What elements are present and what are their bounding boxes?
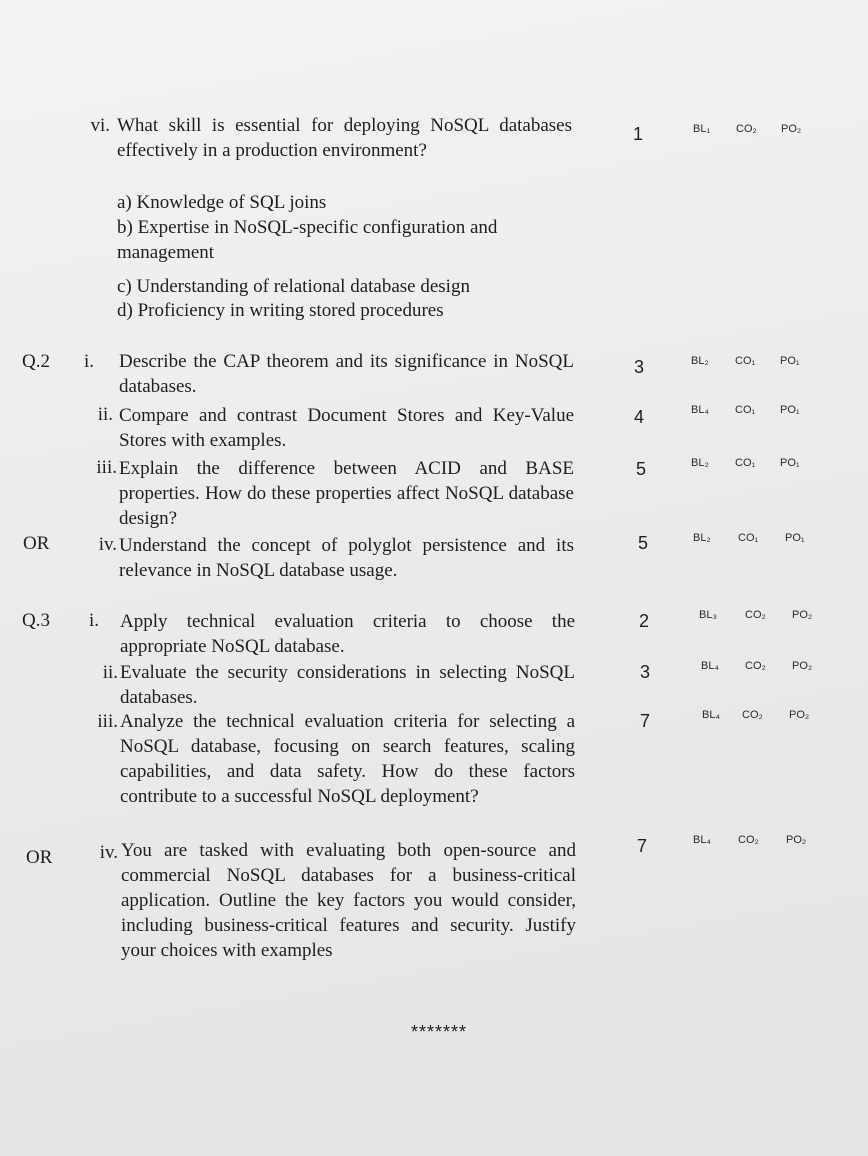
program-outcome: PO₁ [780, 457, 800, 469]
end-marker: ******* [411, 1022, 468, 1042]
marks: 5 [635, 459, 646, 479]
question-label: Q.3 [22, 610, 50, 631]
question-text: Apply technical evaluation criteria to choose the appropriate NoSQL database. [120, 611, 575, 657]
question-label: Q.2 [22, 351, 50, 372]
question-text: Understand the concept of polyglot persistence and its relevance in NoSQL database usage. [119, 535, 574, 581]
course-outcome: CO₂ [738, 834, 759, 846]
course-outcome: CO₁ [735, 457, 756, 469]
program-outcome: PO₂ [789, 709, 810, 721]
question-text: Explain the difference between ACID and BASE properties. How do these properties affect NoSQL database design? [119, 458, 574, 529]
bloom-level: BL₂ [693, 532, 711, 544]
marks: 5 [637, 533, 648, 553]
question-text: You are tasked with evaluating both open-source and commercial NoSQL databases for a business-critical application. Outline the key factors you would consider, including business-critical features and security. Justify your choices with examples [121, 840, 576, 961]
course-outcome: CO₂ [745, 660, 766, 672]
program-outcome: PO₁ [780, 355, 800, 367]
question-number: iii. [96, 457, 117, 478]
question-text: What skill is essential for deploying NoSQL databases effectively in a production environment? [117, 115, 572, 161]
course-outcome: CO₁ [735, 404, 756, 416]
question-number: iv. [99, 842, 118, 863]
bloom-level: BL₄ [691, 404, 709, 416]
bloom-level: BL₄ [702, 709, 720, 721]
marks: 4 [633, 407, 644, 427]
marks: 7 [636, 836, 647, 856]
question-text: Evaluate the security considerations in selecting NoSQL databases. [120, 662, 575, 708]
question-text: Describe the CAP theorem and its significance in NoSQL databases. [119, 351, 574, 397]
marks: 3 [639, 662, 650, 682]
bloom-level: BL₄ [701, 660, 719, 672]
program-outcome: PO₂ [792, 660, 813, 672]
marks: 3 [633, 357, 644, 377]
course-outcome: CO₂ [745, 609, 766, 621]
bloom-level: BL₃ [699, 609, 717, 621]
program-outcome: PO₁ [785, 532, 805, 544]
question-number: iv. [98, 534, 117, 555]
bloom-level: BL₄ [693, 834, 711, 846]
program-outcome: PO₂ [786, 834, 807, 846]
course-outcome: CO₁ [735, 355, 756, 367]
or-label: OR [26, 847, 53, 868]
course-outcome: CO₂ [736, 123, 757, 135]
bloom-level: BL₂ [691, 355, 709, 367]
program-outcome: PO₂ [792, 609, 813, 621]
marks: 2 [638, 611, 649, 631]
option-a: a) Knowledge of SQL joins [117, 192, 327, 213]
course-outcome: CO₂ [742, 709, 763, 721]
course-outcome: CO₁ [738, 532, 759, 544]
option-c: c) Understanding of relational database design [117, 276, 470, 297]
question-number: iii. [97, 711, 118, 732]
or-label: OR [23, 533, 50, 554]
marks: 1 [632, 124, 643, 144]
question-text: Compare and contrast Document Stores and Key-Value Stores with examples. [119, 405, 574, 451]
question-text: Analyze the technical evaluation criteria for selecting a NoSQL database, focusing on search features, scaling capabilities, and data safety. How do these factors contribute to a successful NoSQL deployment? [120, 711, 575, 807]
program-outcome: PO₂ [781, 123, 802, 135]
marks: 7 [639, 711, 650, 731]
question-number: i. [88, 610, 99, 631]
question-number: i. [83, 351, 94, 372]
option-d: d) Proficiency in writing stored procedures [117, 300, 444, 321]
program-outcome: PO₁ [780, 404, 800, 416]
bloom-level: BL₂ [691, 457, 709, 469]
question-number: vi. [90, 115, 110, 136]
bloom-level: BL₁ [693, 123, 711, 135]
option-b: b) Expertise in NoSQL-specific configuration and management [117, 217, 498, 263]
question-number: ii. [102, 662, 118, 683]
question-number: ii. [97, 404, 113, 425]
